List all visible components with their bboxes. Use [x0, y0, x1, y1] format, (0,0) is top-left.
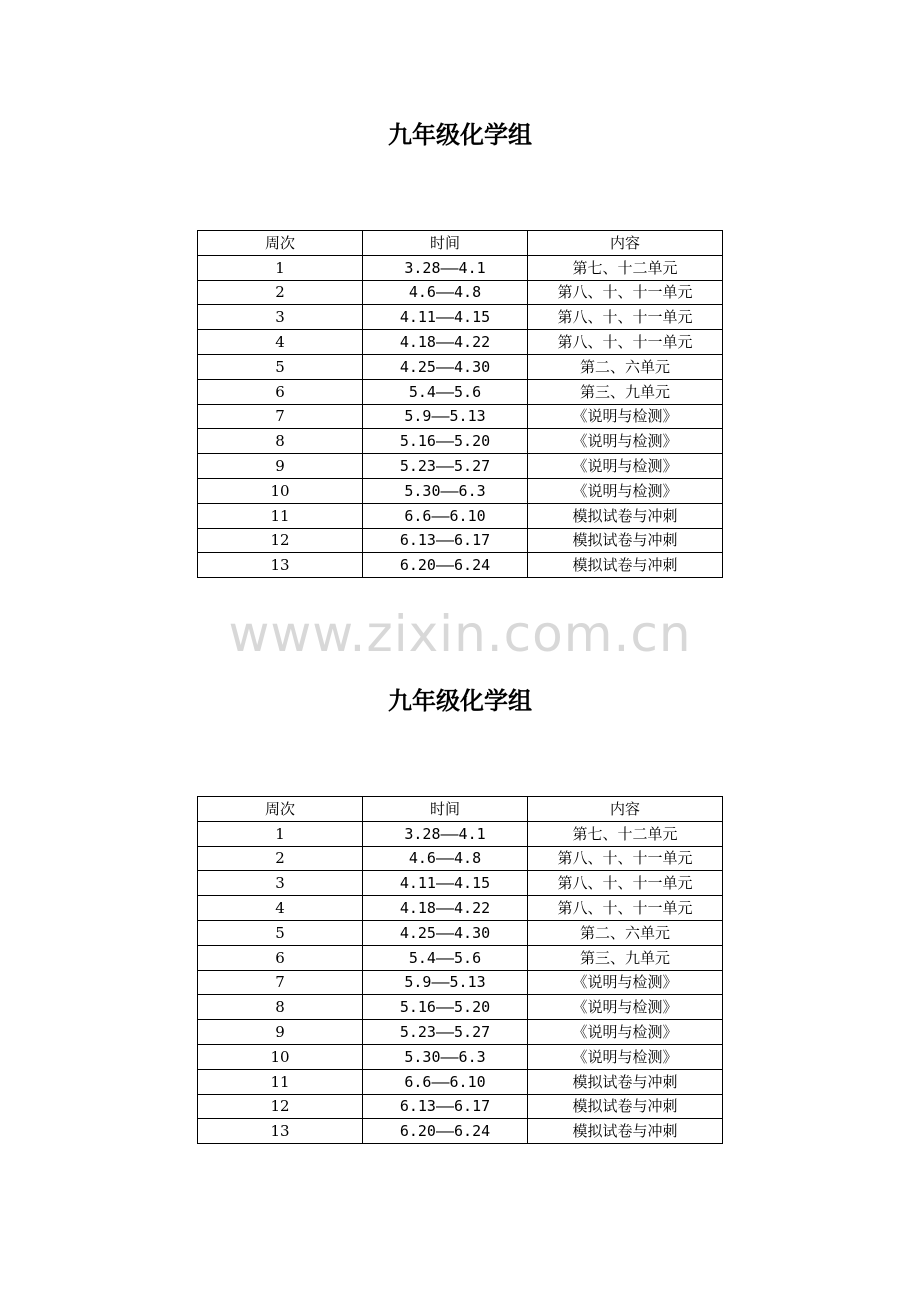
time-cell: 5.16——5.20 — [363, 429, 528, 454]
time-cell: 4.6——4.8 — [363, 280, 528, 305]
table-row — [198, 454, 723, 479]
content-cell: 第三、九单元 — [528, 945, 723, 970]
content-cell: 第七、十二单元 — [528, 821, 723, 846]
content-cell: 《说明与检测》 — [528, 429, 723, 454]
content-cell: 第八、十、十一单元 — [528, 330, 723, 355]
time-cell: 5.16——5.20 — [363, 995, 528, 1020]
time-cell: 5.30——6.3 — [363, 1044, 528, 1069]
time-cell: 4.11——4.15 — [363, 871, 528, 896]
watermark-text: www.zixin.com.cn — [228, 605, 692, 663]
page-title: 九年级化学组 — [388, 687, 532, 715]
time-cell: 4.6——4.8 — [363, 846, 528, 871]
week-cell: 7 — [198, 970, 363, 995]
week-cell: 6 — [198, 945, 363, 970]
table-row — [198, 995, 723, 1020]
time-cell: 4.18——4.22 — [363, 896, 528, 921]
time-cell: 5.23——5.27 — [363, 1020, 528, 1045]
time-cell: 5.9——5.13 — [363, 970, 528, 995]
week-cell: 13 — [198, 553, 363, 578]
content-cell: 第三、九单元 — [528, 379, 723, 404]
content-cell: 《说明与检测》 — [528, 1020, 723, 1045]
table-row — [198, 1094, 723, 1119]
table-row — [198, 1020, 723, 1045]
time-cell: 5.9——5.13 — [363, 404, 528, 429]
time-cell: 3.28——4.1 — [363, 821, 528, 846]
time-cell: 6.20——6.24 — [363, 1119, 528, 1144]
table-row — [198, 553, 723, 578]
column-header-time: 时间 — [363, 797, 528, 822]
table-row — [198, 1069, 723, 1094]
column-header-content: 内容 — [528, 231, 723, 256]
table-row — [198, 280, 723, 305]
week-cell: 9 — [198, 1020, 363, 1045]
week-cell: 4 — [198, 330, 363, 355]
content-cell: 模拟试卷与冲刺 — [528, 553, 723, 578]
table-row — [198, 330, 723, 355]
content-cell: 《说明与检测》 — [528, 404, 723, 429]
content-cell: 模拟试卷与冲刺 — [528, 1069, 723, 1094]
table-row — [198, 379, 723, 404]
time-cell: 4.25——4.30 — [363, 920, 528, 945]
time-cell: 5.4——5.6 — [363, 379, 528, 404]
content-cell: 第八、十、十一单元 — [528, 871, 723, 896]
content-cell: 模拟试卷与冲刺 — [528, 528, 723, 553]
content-cell: 模拟试卷与冲刺 — [528, 1119, 723, 1144]
week-cell: 10 — [198, 1044, 363, 1069]
table-row — [198, 354, 723, 379]
table-row — [198, 404, 723, 429]
content-cell: 《说明与检测》 — [528, 478, 723, 503]
week-cell: 5 — [198, 920, 363, 945]
content-cell: 模拟试卷与冲刺 — [528, 503, 723, 528]
content-cell: 第八、十、十一单元 — [528, 896, 723, 921]
content-cell: 第八、十、十一单元 — [528, 305, 723, 330]
content-cell: 《说明与检测》 — [528, 1044, 723, 1069]
time-cell: 5.23——5.27 — [363, 454, 528, 479]
column-header-week: 周次 — [198, 797, 363, 822]
table-row — [198, 1044, 723, 1069]
content-cell: 第二、六单元 — [528, 354, 723, 379]
week-cell: 1 — [198, 821, 363, 846]
time-cell: 6.13——6.17 — [363, 528, 528, 553]
table-row — [198, 255, 723, 280]
time-cell: 6.6——6.10 — [363, 503, 528, 528]
time-cell: 4.25——4.30 — [363, 354, 528, 379]
column-header-content: 内容 — [528, 797, 723, 822]
schedule-table — [197, 230, 723, 578]
content-cell: 第二、六单元 — [528, 920, 723, 945]
week-cell: 6 — [198, 379, 363, 404]
week-cell: 8 — [198, 995, 363, 1020]
table-row — [198, 503, 723, 528]
week-cell: 10 — [198, 478, 363, 503]
content-cell: 《说明与检测》 — [528, 995, 723, 1020]
content-cell: 第七、十二单元 — [528, 255, 723, 280]
content-cell: 第八、十、十一单元 — [528, 846, 723, 871]
column-header-week: 周次 — [198, 231, 363, 256]
week-cell: 8 — [198, 429, 363, 454]
table-header-row — [198, 797, 723, 822]
time-cell: 6.13——6.17 — [363, 1094, 528, 1119]
week-cell: 13 — [198, 1119, 363, 1144]
content-cell: 模拟试卷与冲刺 — [528, 1094, 723, 1119]
week-cell: 3 — [198, 305, 363, 330]
week-cell: 5 — [198, 354, 363, 379]
time-cell: 5.30——6.3 — [363, 478, 528, 503]
time-cell: 5.4——5.6 — [363, 945, 528, 970]
week-cell: 2 — [198, 280, 363, 305]
week-cell: 4 — [198, 896, 363, 921]
table-row — [198, 896, 723, 921]
week-cell: 2 — [198, 846, 363, 871]
week-cell: 11 — [198, 503, 363, 528]
table-row — [198, 846, 723, 871]
time-cell: 4.18——4.22 — [363, 330, 528, 355]
table-row — [198, 945, 723, 970]
week-cell: 3 — [198, 871, 363, 896]
time-cell: 6.20——6.24 — [363, 553, 528, 578]
time-cell: 4.11——4.15 — [363, 305, 528, 330]
time-cell: 6.6——6.10 — [363, 1069, 528, 1094]
table-header-row — [198, 231, 723, 256]
content-cell: 《说明与检测》 — [528, 970, 723, 995]
column-header-time: 时间 — [363, 231, 528, 256]
table-row — [198, 478, 723, 503]
table-row — [198, 1119, 723, 1144]
table-row — [198, 305, 723, 330]
table-row — [198, 871, 723, 896]
schedule-table — [197, 796, 723, 1144]
week-cell: 12 — [198, 1094, 363, 1119]
week-cell: 11 — [198, 1069, 363, 1094]
table-row — [198, 528, 723, 553]
week-cell: 1 — [198, 255, 363, 280]
time-cell: 3.28——4.1 — [363, 255, 528, 280]
week-cell: 7 — [198, 404, 363, 429]
table-row — [198, 821, 723, 846]
table-row — [198, 920, 723, 945]
table-row — [198, 429, 723, 454]
week-cell: 9 — [198, 454, 363, 479]
table-row — [198, 970, 723, 995]
page-title: 九年级化学组 — [388, 121, 532, 149]
week-cell: 12 — [198, 528, 363, 553]
content-cell: 《说明与检测》 — [528, 454, 723, 479]
content-cell: 第八、十、十一单元 — [528, 280, 723, 305]
